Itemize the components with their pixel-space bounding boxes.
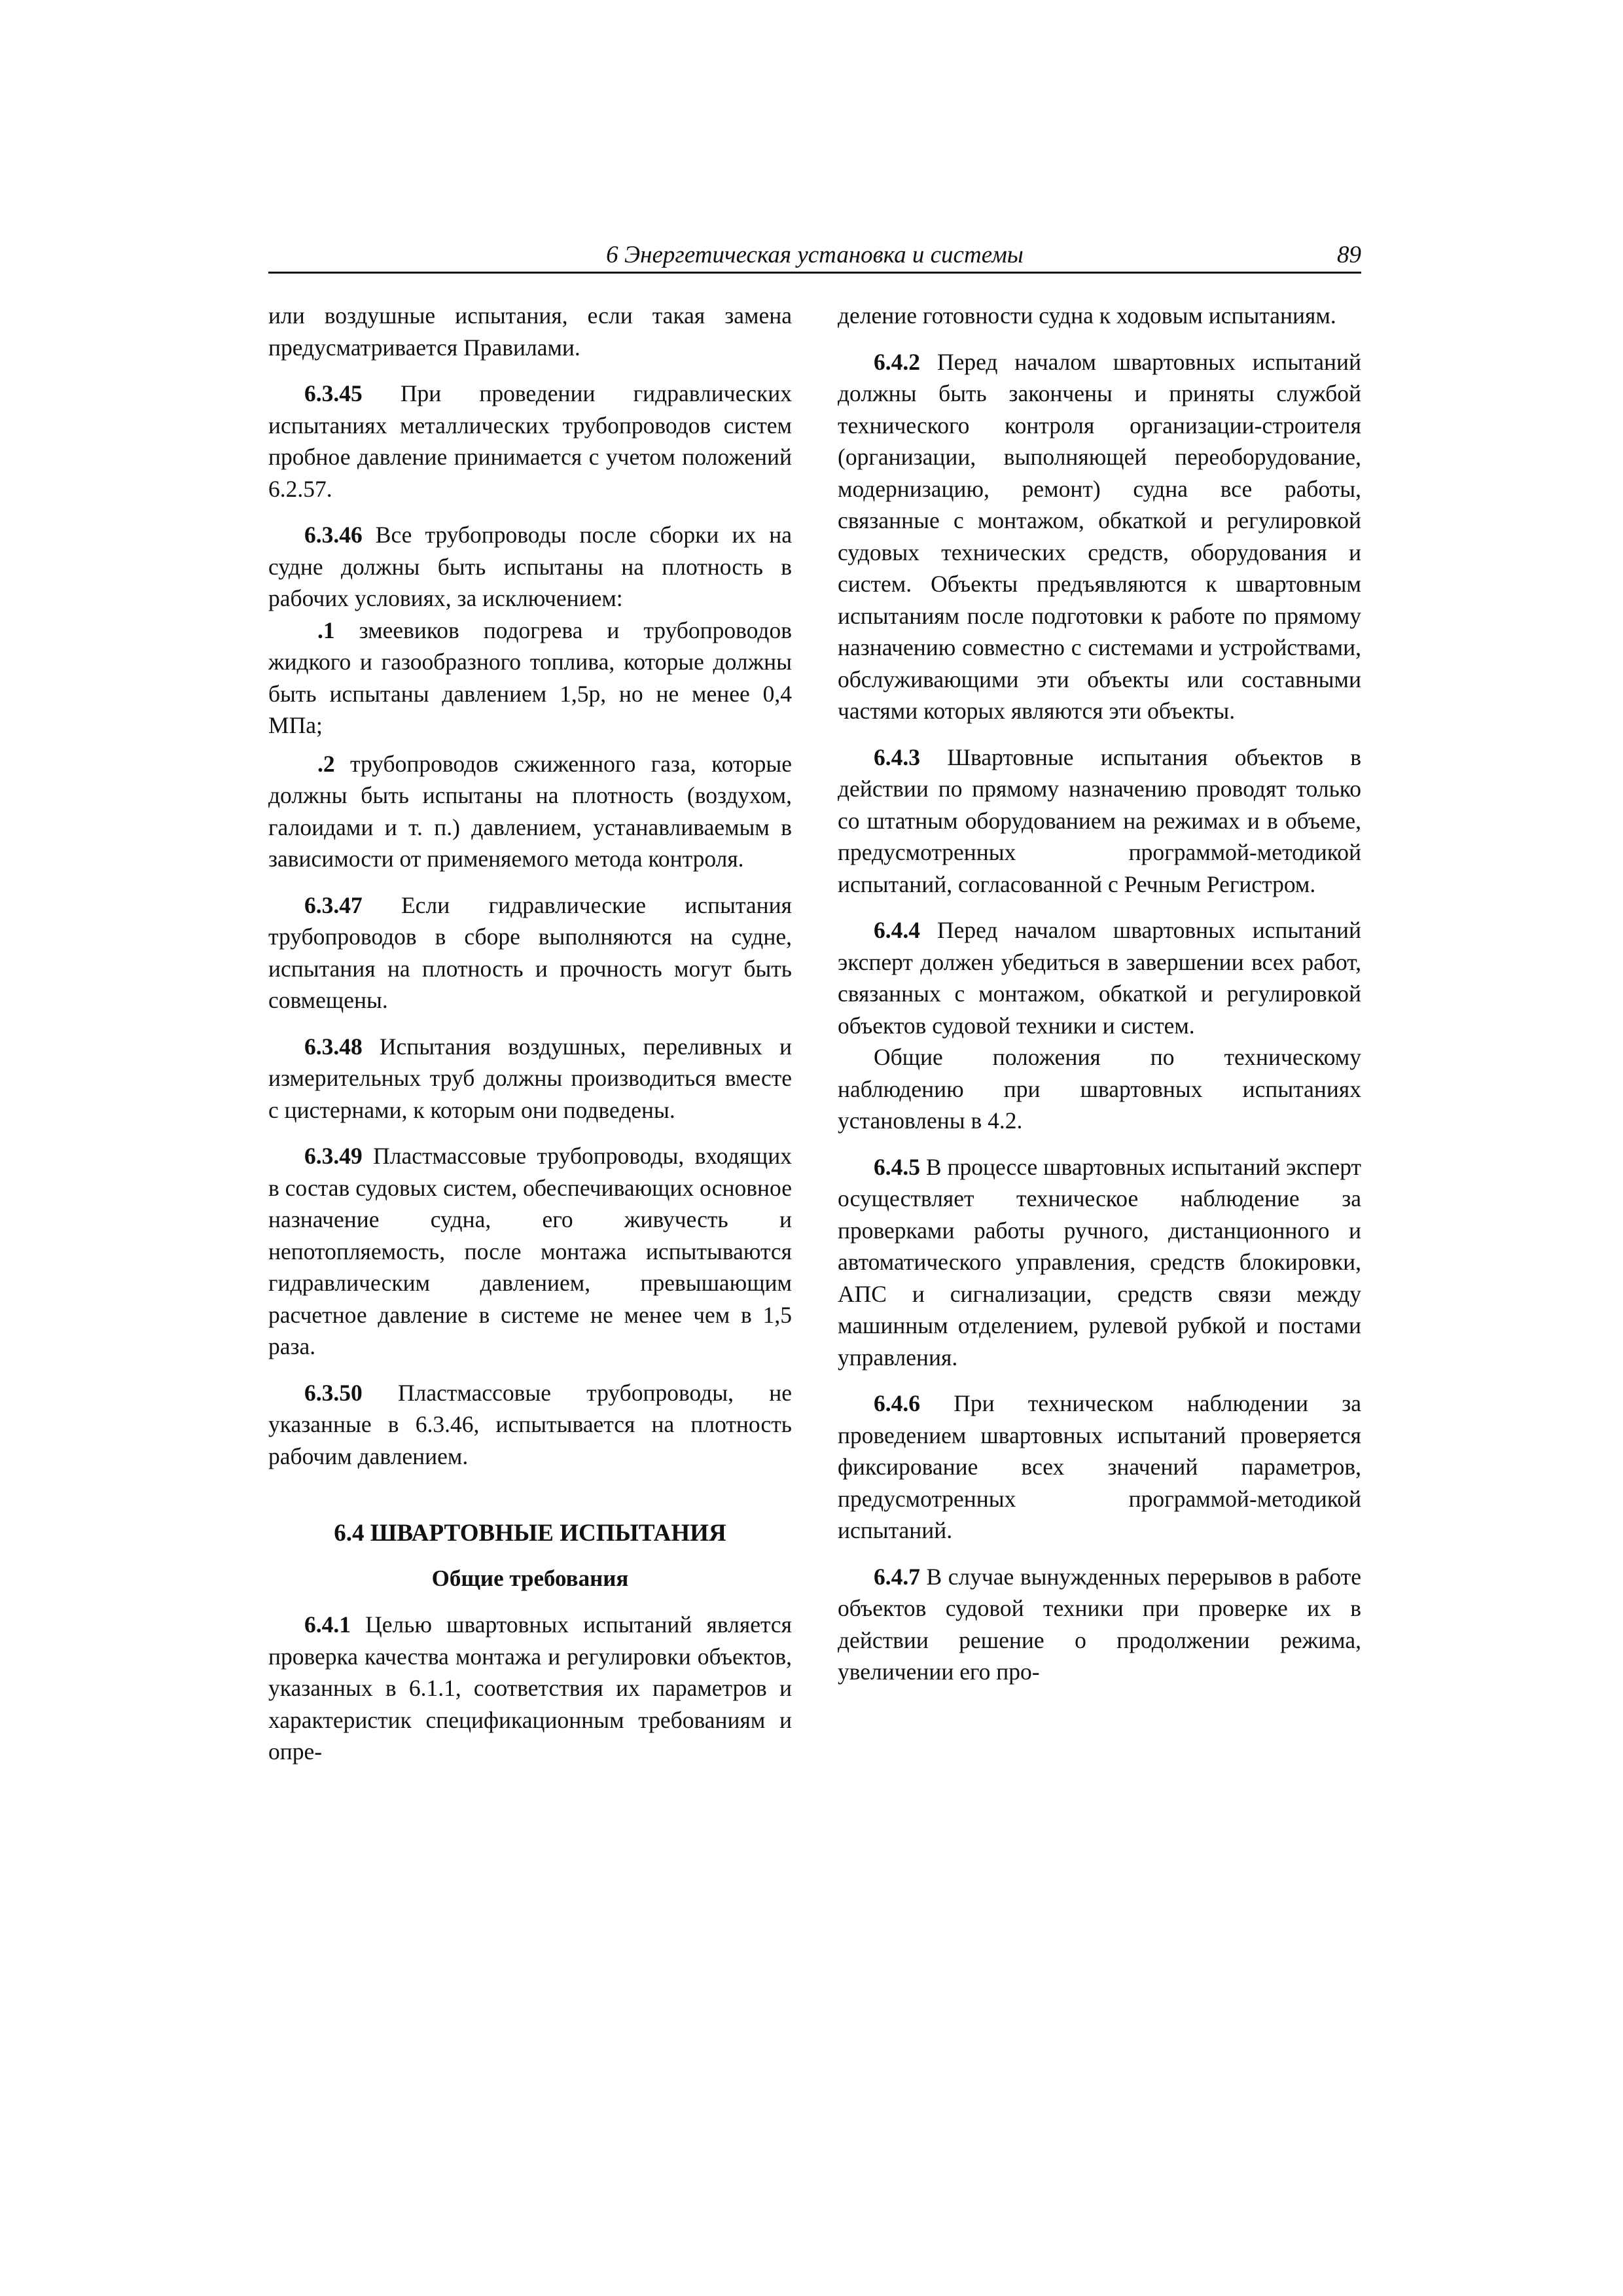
clause-number: 6.4.7 <box>874 1563 920 1590</box>
paragraph-6-4-7 <box>838 1561 1361 1688</box>
clause-text: Швартовные испытания объектов в действии по прямому назначению проводят только со штатным оборудованием на режимах и в объеме, предусмотренных программой-методикой испытаний, согласованной с Речным Регистром. <box>838 744 1361 897</box>
clause-text: Испытания воздушных, переливных и измерительных труб должны производиться вместе с цистернами, к которым они подведены. <box>268 1033 792 1123</box>
clause-text: Целью швартовных испытаний является проверка качества монтажа и регулировки объектов, указанных в 6.1.1, соответствия их параметров и характеристик спецификационным требованиям и опре- <box>268 1611 792 1765</box>
clause-number: 6.4.5 <box>874 1153 920 1180</box>
paragraph-6-4-4 <box>838 914 1361 1041</box>
paragraph-6-4-6 <box>838 1388 1361 1547</box>
clause-text: В процессе швартовных испытаний эксперт осуществляет техническое наблюдение за проверками работы ручного, дистанционного и автоматического управления, средств блокировки, АПС и сигнализации, средств связи между машинным отделением, рулевой рубкой и постами управления. <box>838 1153 1361 1371</box>
clause-number: 6.3.49 <box>304 1143 363 1169</box>
clause-number: 6.3.45 <box>304 380 363 406</box>
item-number: .1 <box>317 617 335 643</box>
clause-number: 6.4.1 <box>304 1611 351 1638</box>
paragraph-continuation: деление готовности судна к ходовым испытаниям. <box>838 302 1336 329</box>
paragraph-6-4-1 <box>268 1609 792 1768</box>
item-number: .2 <box>317 750 335 777</box>
clause-number: 6.3.46 <box>304 522 363 548</box>
section-heading: 6.4 ШВАРТОВНЫЕ ИСПЫТАНИЯ <box>334 1520 726 1547</box>
paragraph-6-3-46 <box>268 519 792 615</box>
paragraph-6-3-49 <box>268 1140 792 1363</box>
clause-number: 6.4.2 <box>874 348 920 375</box>
paragraph-6-3-45 <box>268 378 792 505</box>
paragraph-6-4-5 <box>838 1151 1361 1374</box>
list-item-2 <box>268 748 792 875</box>
item-text: змеевиков подогрева и трубопроводов жидкого и газообразного топлива, которые должны быть испытаны давлением 1,5p, но не менее 0,4 МПа; <box>268 617 792 738</box>
clause-number: 6.3.50 <box>304 1379 363 1406</box>
clause-text: Пластмассовые трубопроводы, входящих в состав судовых систем, обеспечивающих основное назначение судна, его живучесть и непотопляемость, после монтажа испытываются гидравлическим давлением, превышающим расчетное давление в системе не менее чем в 1,5 раза. <box>268 1143 792 1359</box>
list-item-1 <box>268 615 792 742</box>
paragraph-6-4-4-general: Общие положения по техническому наблюдению при швартовных испытаниях установлены в 4.2. <box>838 1044 1361 1134</box>
subsection-heading: Общие требования <box>431 1565 629 1591</box>
paragraph-6-4-2 <box>838 346 1361 727</box>
clause-text: Пластмассовые трубопроводы, не указанные в 6.3.46, испытывается на плотность рабочим давлением. <box>268 1379 792 1469</box>
clause-text: Если гидравлические испытания трубопроводов в сборе выполняются на судне, испытания на плотность и прочность могут быть совмещены. <box>268 891 792 1013</box>
paragraph-6-3-50 <box>268 1377 792 1473</box>
clause-text: При техническом наблюдении за проведением швартовных испытаний проверяется фиксирование всех значений параметров, предусмотренных программой-методикой испытаний. <box>838 1390 1361 1543</box>
clause-text: При проведении гидравлических испытаниях металлических трубопроводов систем пробное давление принимается с учетом положений 6.2.57. <box>268 380 792 502</box>
clause-number: 6.4.4 <box>874 917 920 943</box>
clause-text: В случае вынужденных перерывов в работе объектов судовой техники при проверке их в действии решение о продолжении режима, увеличении его про- <box>838 1563 1361 1685</box>
clause-number: 6.4.3 <box>874 744 920 770</box>
clause-text: Перед началом швартовных испытаний эксперт должен убедиться в завершении всех работ, связанных с монтажом, обкаткой и регулировкой объектов судовой техники и систем. <box>838 917 1361 1039</box>
running-header <box>268 239 1361 274</box>
clause-number: 6.3.48 <box>304 1033 363 1060</box>
clause-number: 6.3.47 <box>304 891 363 918</box>
paragraph-6-3-48 <box>268 1031 792 1126</box>
paragraph-6-3-47 <box>268 889 792 1016</box>
clause-number: 6.4.6 <box>874 1390 920 1416</box>
page-number: 89 <box>1337 242 1361 268</box>
right-column <box>838 300 1361 1702</box>
clause-text: Все трубопроводы после сборки их на судне должны быть испытаны на плотность в рабочих условиях, за исключением: <box>268 522 792 611</box>
left-column <box>268 300 792 1782</box>
chapter-title: 6 Энергетическая установка и системы <box>606 242 1024 268</box>
clause-text: Перед началом швартовных испытаний должны быть закончены и приняты службой технического контроля организации-строителя (организации, выполняющей переоборудование, модернизацию, ремонт) судна все работы, связанные с монтажом, обкаткой и регулировкой судовых технических средств, оборудования и систем. Объекты предъявляются к швартовным испытаниям после подготовки к работе по прямому назначению совместно с системами и устройствами, обслуживающими эти объекты или составными частями которых являются эти объекты. <box>838 348 1361 724</box>
item-text: трубопроводов сжиженного газа, которые должны быть испытаны на плотность (воздухом, галоидами и т. п.) давлением, устанавливаемым в зависимости от применяемого метода контроля. <box>268 750 792 872</box>
document-page <box>268 239 1361 1765</box>
paragraph-6-4-3 <box>838 742 1361 901</box>
paragraph-continuation: или воздушные испытания, если такая замена предусматривается Правилами. <box>268 302 792 361</box>
